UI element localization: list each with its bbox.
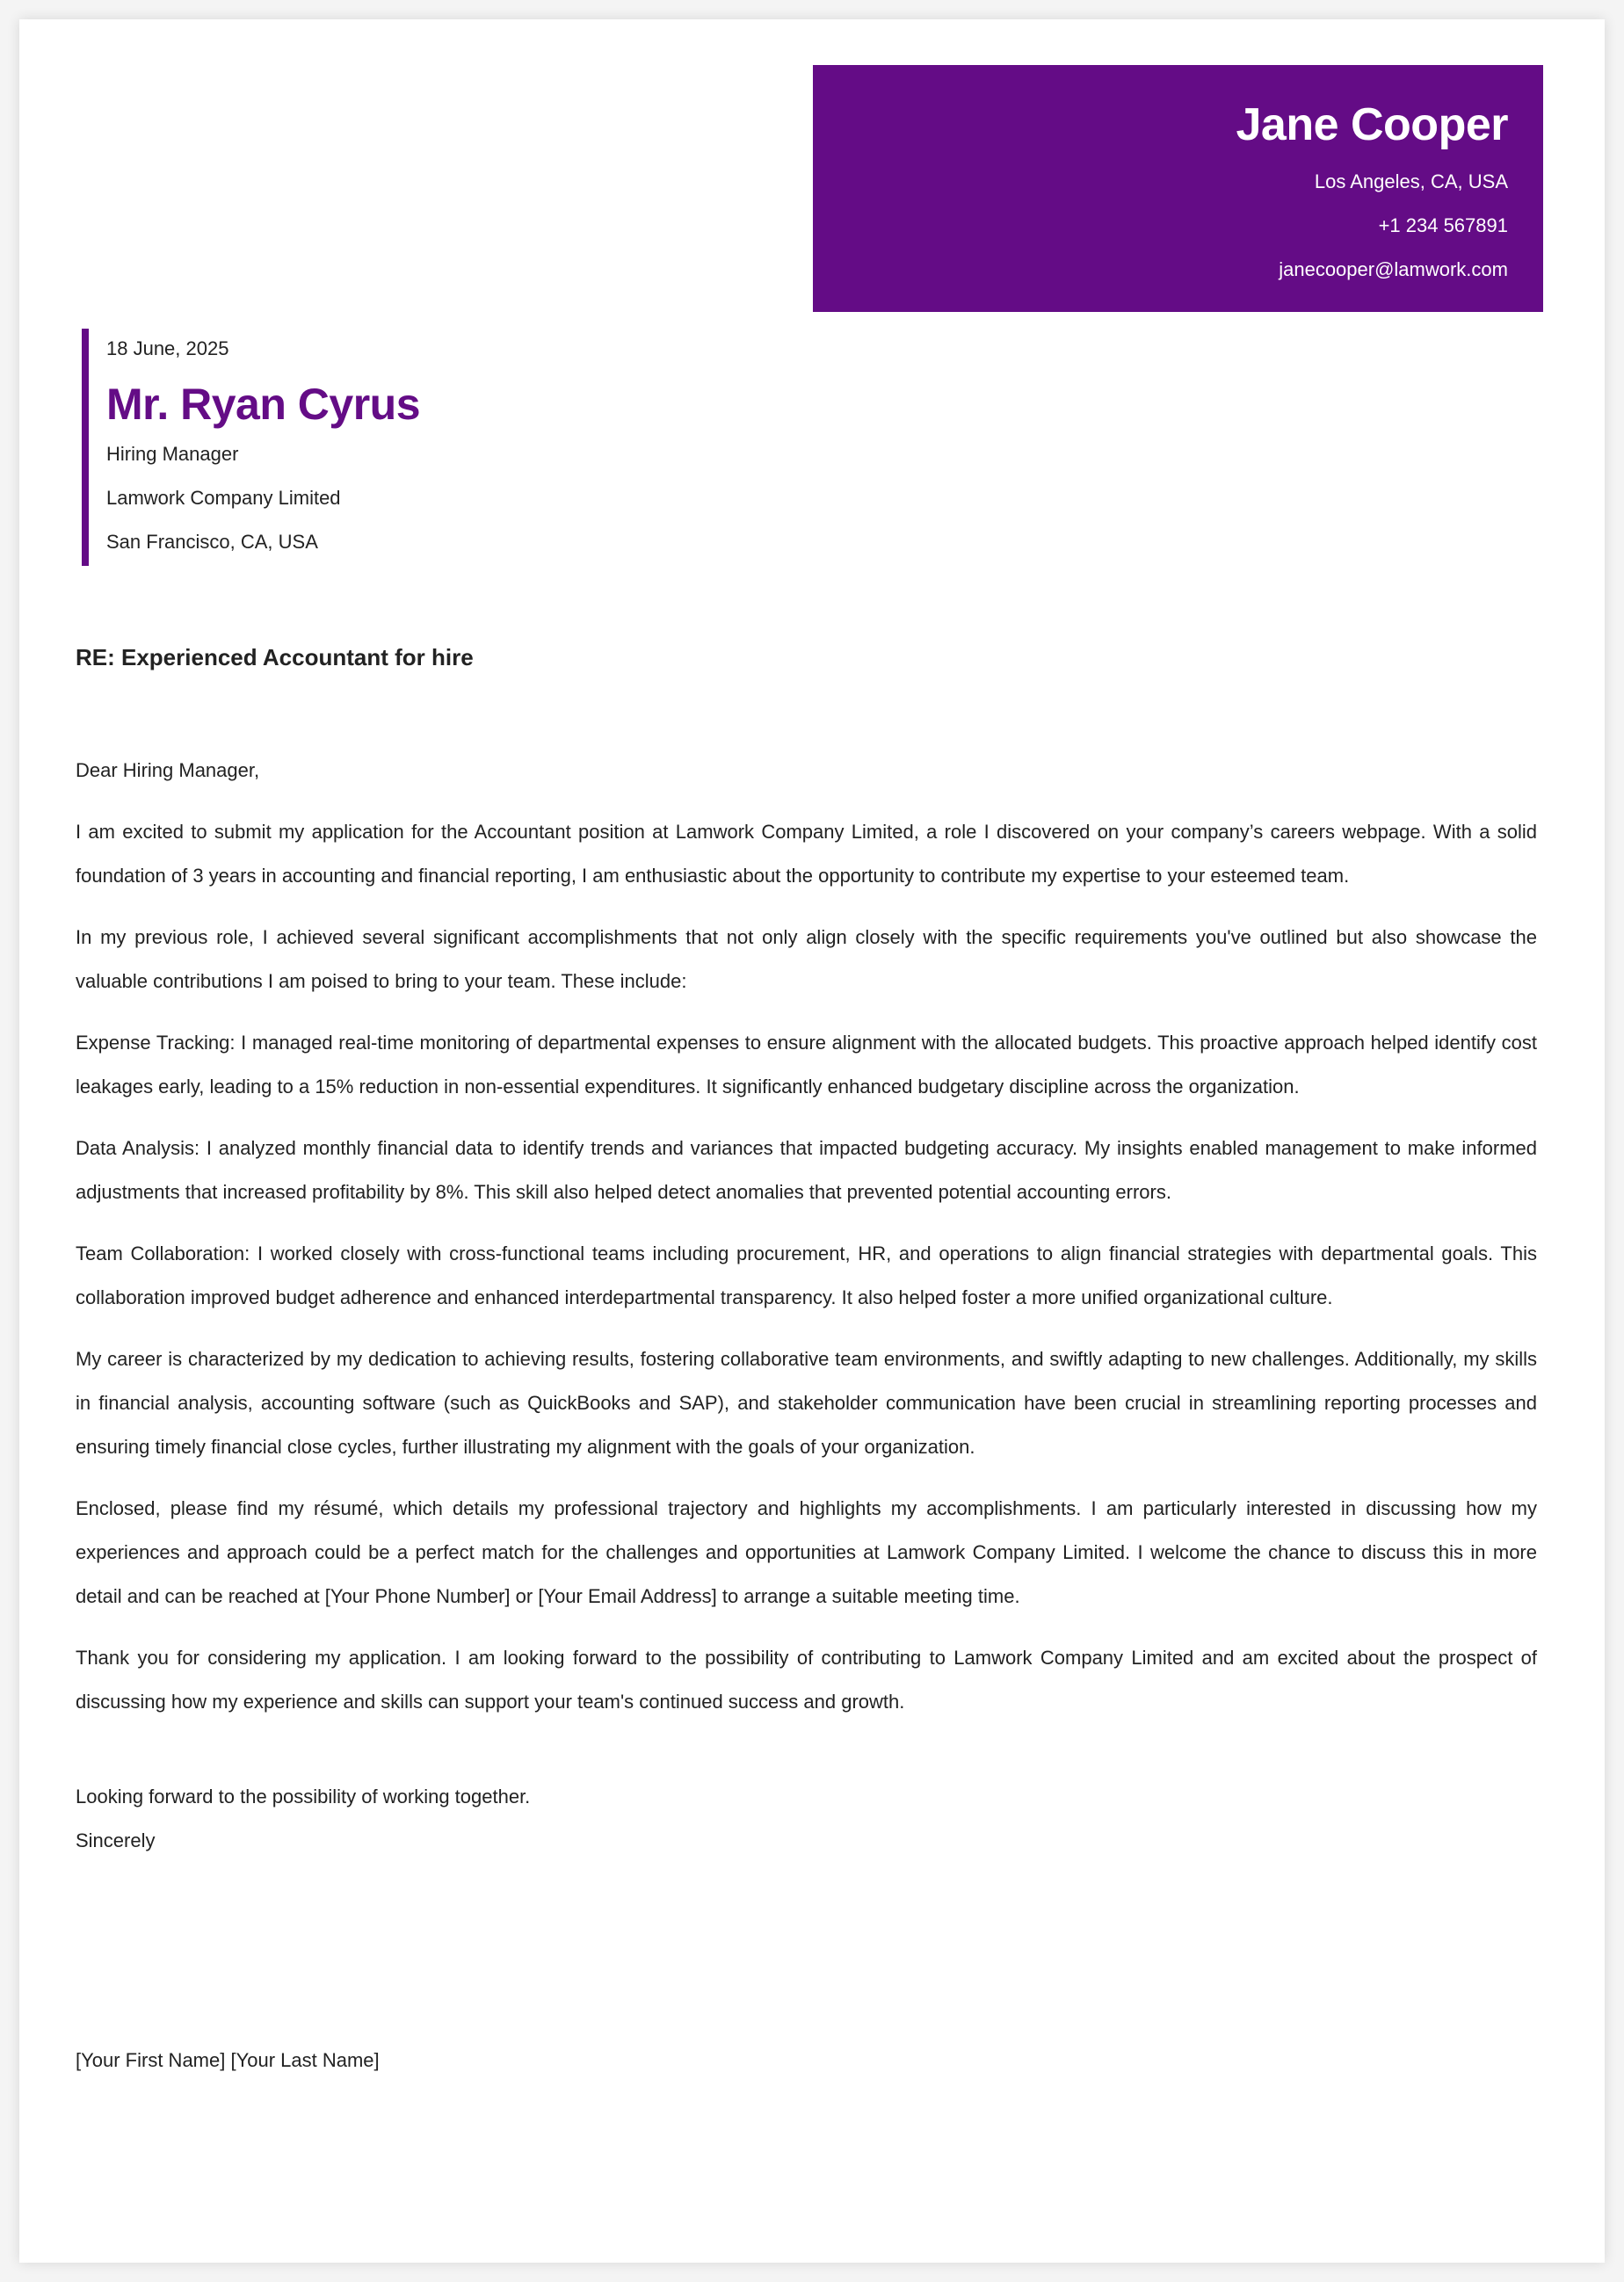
recipient-company: Lamwork Company Limited [106, 487, 341, 509]
closing-line: Looking forward to the possibility of working together. [76, 1786, 531, 1807]
body-paragraph: Team Collaboration: I worked closely with cross-functional teams including procurement, HR, and operations to align financial strategies with departmental goals. This collaboration improved budget adherence and enhanced interdepartmental transparency. It also helped foster a more unified organizational culture. [76, 1242, 1537, 1308]
recipient-location: San Francisco, CA, USA [106, 531, 318, 553]
letter-body [76, 749, 1537, 1742]
body-paragraph: I am excited to submit my application for the Accountant position at Lamwork Company Limited, a role I discovered on your company’s careers webpage. With a solid foundation of 3 years in accounting and financial reporting, I am enthusiastic about the opportunity to contribute my expertise to your esteemed team. [76, 821, 1537, 887]
body-paragraph: Data Analysis: I analyzed monthly financial data to identify trends and variances that impacted budgeting accuracy. My insights enabled management to make informed adjustments that increased profitability by 8%. This skill also helped detect anomalies that prevented potential accounting errors. [76, 1137, 1537, 1203]
letter-page [19, 19, 1605, 2263]
sender-name: Jane Cooper [1236, 99, 1508, 150]
sender-phone: +1 234 567891 [1378, 214, 1508, 236]
recipient-title: Hiring Manager [106, 443, 239, 465]
body-paragraph: In my previous role, I achieved several significant accomplishments that not only align closely with the specific requirements you've outlined but also showcase the valuable contributions I am poised to bring to your team. These include: [76, 926, 1537, 992]
body-paragraph: Thank you for considering my application. I am looking forward to the possibility of contributing to Lamwork Company Limited and am excited about the prospect of discussing how my experience and skills can support your team's continued success and growth. [76, 1647, 1537, 1713]
signature-name: [Your First Name] [Your Last Name] [76, 2049, 380, 2071]
sender-email: janecooper@lamwork.com [1279, 258, 1508, 280]
closing-signoff: Sincerely [76, 1829, 156, 1851]
salutation: Dear Hiring Manager, [76, 759, 260, 781]
letter-subject: RE: Experienced Accountant for hire [76, 644, 474, 670]
body-paragraph: Expense Tracking: I managed real-time monitoring of departmental expenses to ensure alignment with the allocated budgets. This proactive approach helped identify cost leakages early, leading to a 15% reduction in non-essential expenditures. It significantly enhanced budgetary discipline across the organization. [76, 1032, 1537, 1098]
recipient-name: Mr. Ryan Cyrus [106, 380, 421, 429]
sender-header [813, 65, 1543, 312]
recipient-block [82, 329, 420, 566]
closing-block [76, 1775, 530, 1863]
body-paragraph: Enclosed, please find my résumé, which details my professional trajectory and highlights my accomplishments. I am particularly interested in discussing how my experiences and approach could be a perfect match for the challenges and opportunities at Lamwork Company Limited. I welcome the chance to discuss this in more detail and can be reached at [Your Phone Number] or [Your Email Address] to arrange a suitable meeting time. [76, 1497, 1537, 1607]
letter-date: 18 June, 2025 [106, 337, 229, 359]
sender-location: Los Angeles, CA, USA [1314, 170, 1508, 192]
body-paragraph: My career is characterized by my dedication to achieving results, fostering collaborative team environments, and swiftly adapting to new challenges. Additionally, my skills in financial analysis, accounting software (such as QuickBooks and SAP), and stakeholder communication have been crucial in streamlining reporting processes and ensuring timely financial close cycles, further illustrating my alignment with the goals of your organization. [76, 1348, 1537, 1458]
